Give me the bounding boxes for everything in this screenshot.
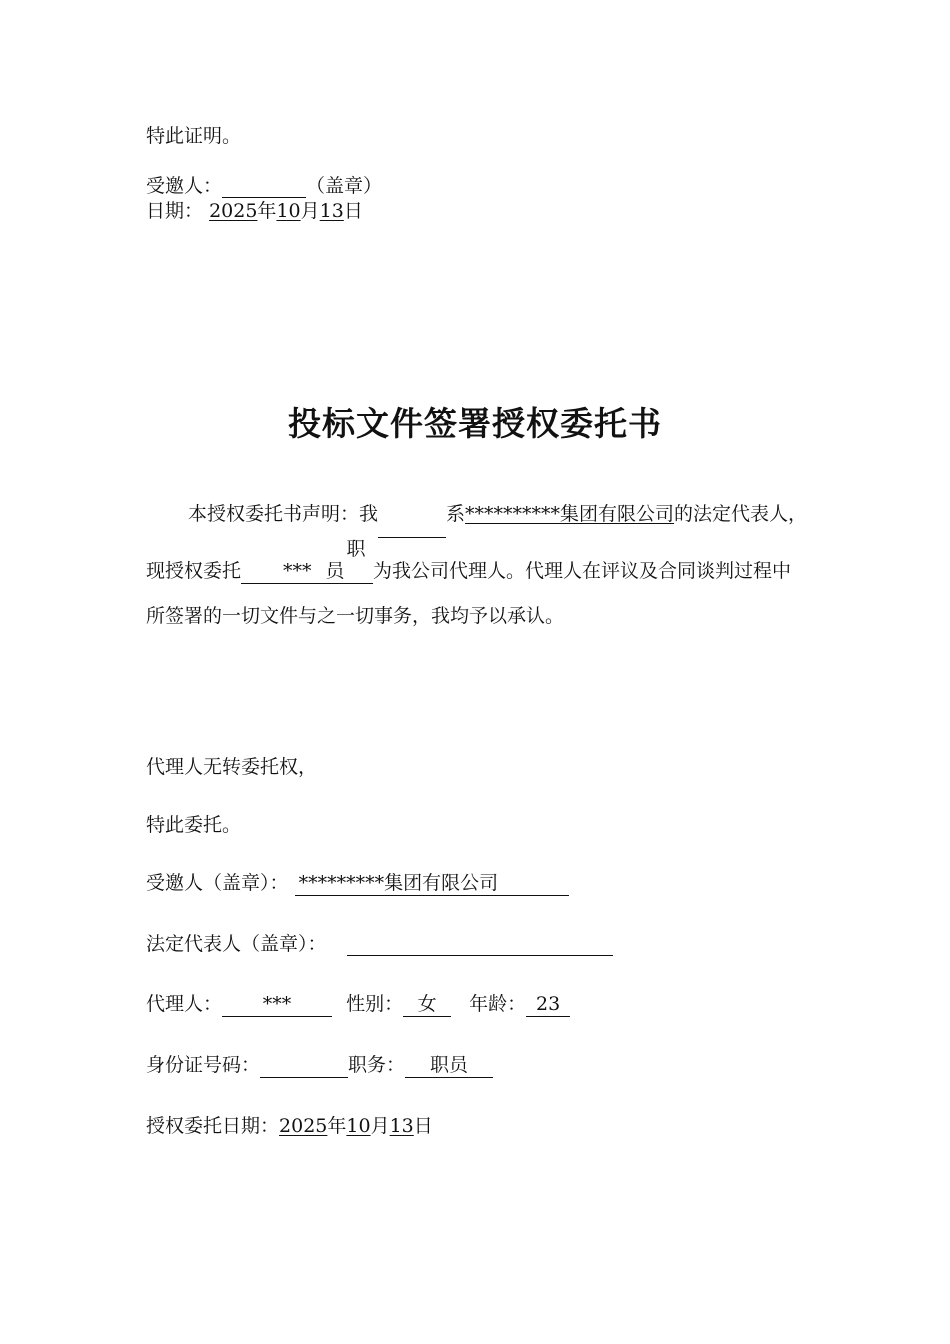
agent-role: 职员 bbox=[297, 538, 373, 584]
date-day: 13 bbox=[319, 200, 344, 222]
auth-year-char: 年 bbox=[327, 1115, 347, 1137]
name-blank bbox=[378, 515, 446, 538]
auth-month-char: 月 bbox=[370, 1115, 390, 1137]
legal-rep-label: 法定代表人（盖章）： bbox=[146, 933, 327, 955]
id-position-line bbox=[146, 1053, 493, 1078]
agent-value: *** bbox=[222, 993, 332, 1017]
invitee-company: *********集团有限公司 bbox=[295, 872, 569, 896]
date-label: 日期： bbox=[146, 200, 204, 222]
gender-value: 女 bbox=[403, 993, 451, 1017]
entrust-note: 特此委托。 bbox=[146, 814, 242, 836]
closing-statement: 特此证明。 bbox=[146, 125, 242, 147]
month-char: 月 bbox=[300, 200, 320, 222]
age-label: 年龄： bbox=[469, 993, 527, 1015]
id-blank bbox=[260, 1057, 348, 1078]
statement-paragraph bbox=[146, 492, 810, 640]
no-transfer-note: 代理人无转委托权， bbox=[146, 756, 318, 778]
position-label: 职务： bbox=[348, 1054, 406, 1076]
auth-year: 2025 bbox=[279, 1115, 328, 1137]
age-value: 23 bbox=[526, 993, 570, 1017]
agent-label: 代理人： bbox=[146, 993, 223, 1015]
agent-name: *** bbox=[241, 560, 297, 584]
statement-text-4: 为我公司代理人。代理人在评议及合同谈判过程中所签署的一切文件与之一切事务，我均予以承认。 bbox=[146, 559, 792, 627]
legal-rep-blank bbox=[347, 935, 613, 956]
company-name: **********集团有限公司 bbox=[465, 503, 675, 525]
legal-rep-line bbox=[146, 932, 613, 956]
statement-text-2: 系 bbox=[446, 503, 466, 525]
invitee-seal-label: 受邀人（盖章）： bbox=[146, 872, 289, 894]
date-line bbox=[146, 199, 363, 223]
invitee-blank bbox=[222, 177, 306, 198]
year-char: 年 bbox=[257, 200, 277, 222]
auth-day-char: 日 bbox=[413, 1115, 433, 1137]
date-year: 2025 bbox=[209, 200, 258, 222]
document-title: 投标文件签署授权委托书 bbox=[288, 404, 662, 443]
invitee-seal-line bbox=[146, 871, 569, 896]
id-label: 身份证号码： bbox=[146, 1054, 261, 1076]
auth-date-line bbox=[146, 1114, 433, 1138]
auth-month: 10 bbox=[346, 1115, 371, 1137]
invitee-line bbox=[146, 174, 382, 198]
statement-text-1: 本授权委托书声明：我 bbox=[188, 503, 379, 525]
agent-info-line bbox=[146, 992, 570, 1017]
auth-day: 13 bbox=[389, 1115, 414, 1137]
gender-label: 性别： bbox=[346, 993, 404, 1015]
seal-note: （盖章） bbox=[306, 175, 383, 197]
day-char: 日 bbox=[343, 200, 363, 222]
date-month: 10 bbox=[276, 200, 301, 222]
position-value: 职员 bbox=[405, 1054, 493, 1078]
statement-text-3: 的法定代表人，现授权委托 bbox=[146, 503, 808, 582]
invitee-label: 受邀人： bbox=[146, 175, 223, 197]
auth-date-label: 授权委托日期： bbox=[146, 1115, 280, 1137]
